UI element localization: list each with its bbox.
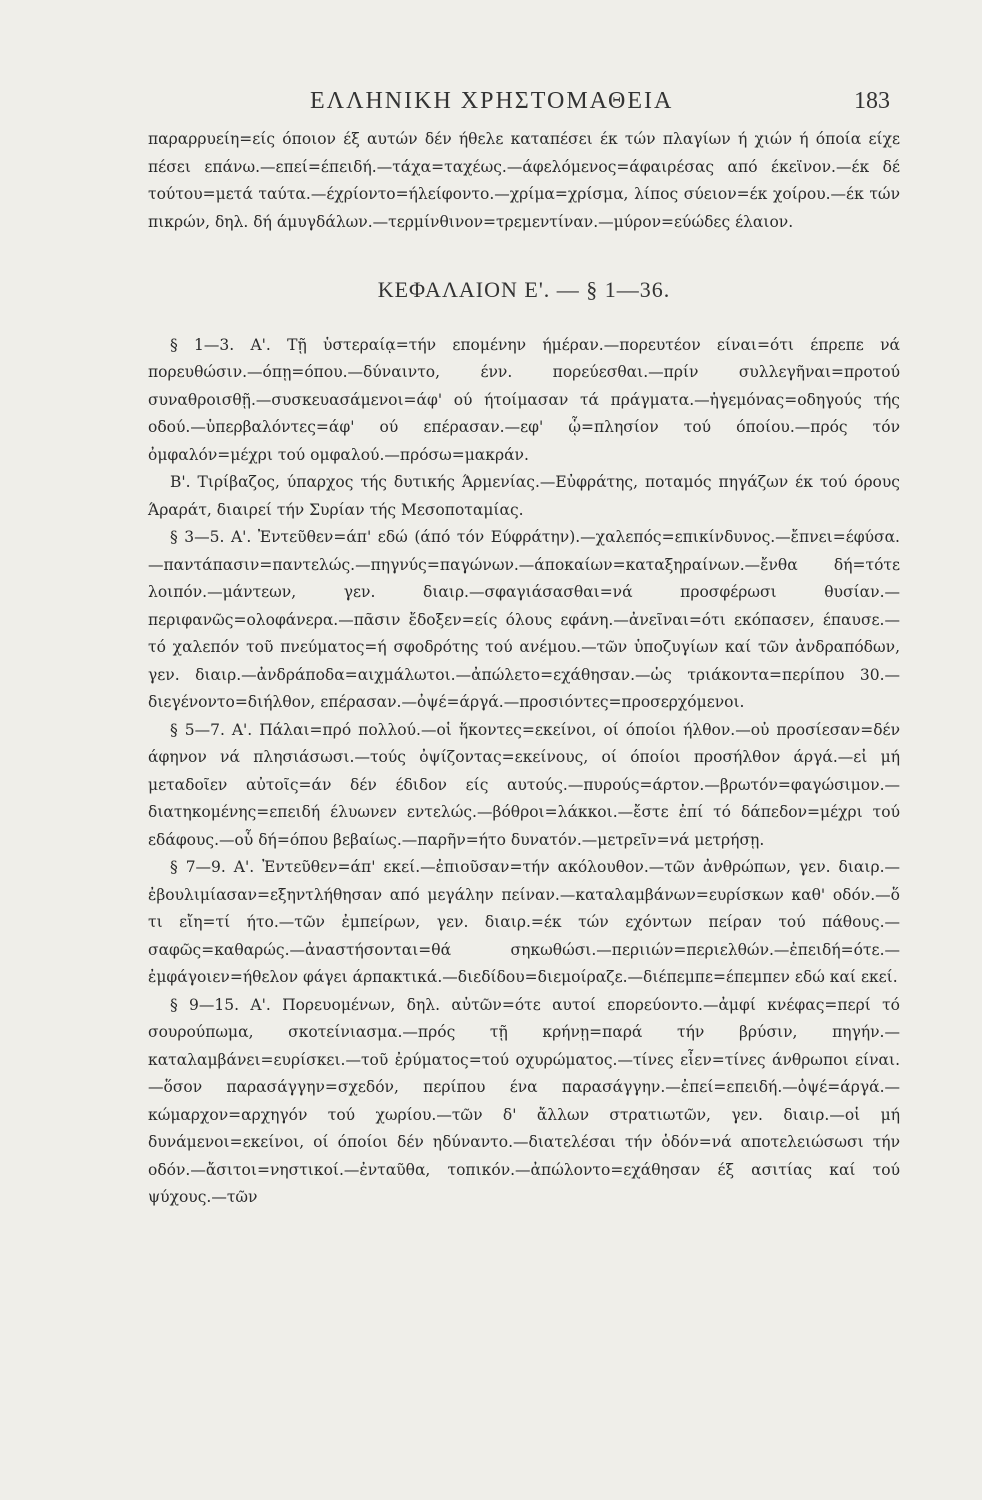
paragraph-1: παραρρυείη=είς όποιον έξ αυτών δέν ήθελε καταπέσει έκ τών πλαγίων ή χιών ή όποία είχε πέσει επάνω.—επεί=έπειδή.—τάχα=ταχέως.—άφελόμενος=άφαιρέσας από έκεϊνον.—έκ δέ τούτου=μετά ταύτα.—έχρίοντο=ήλείφοντο.—χρίμα=χρίσμα, λίπος σύειον=έκ χοίρου.—έκ τών πικρών, δηλ. δή άμυγδάλων.—τερμίνθινον=τρεμεντίναν.—μύρον=εύώδες έλαιον. xyxy=(148,130,900,231)
running-title: ΕΛΛΗΝΙΚΗ ΧΡΗΣΤΟΜΑΘΕΙΑ xyxy=(310,88,674,114)
paragraph-7: § 9—15. Α'. Πορευομένων, δηλ. αὐτῶν=ότε αυτοί επορεύοντο.—ἀμφί κνέφας=περί τό σουρούπωμα, σκοτείνιασμα.—πρός τῇ κρήνῃ=παρά τήν βρύσιν, πηγήν.—καταλαμβάνει=ευρίσκει.—τοῦ ἐρύματος=τού οχυρώματος.—τίνες εἶεν=τίνες άνθρωποι είναι.—ὅσον παρασάγγην=σχεδόν, περίπου ένα παρασάγγην.—ἐπεί=επειδή.—ὀψέ=άργά.—κώμαρχον=αρχηγόν τού χωρίου.—τῶν δ' ἄλλων στρατιωτῶν, γεν. διαιρ.—οἱ μή δυνάμενοι=εκείνοι, οί όποίοι δέν ηδύναντο.—διατελέσαι τήν ὁδόν=νά αποτελειώσωσι τήν οδόν.—ἄσιτοι=νηστικοί.—ἐνταῦθα, τοπικόν.—ἀπώλοντο=εχάθησαν έξ ασιτίας καί τού ψύχους.—τῶν xyxy=(148,995,900,1206)
running-head xyxy=(150,88,890,122)
page-number: 183 xyxy=(854,88,890,114)
paragraph-5: § 5—7. Α'. Πάλαι=πρό πολλού.—οἱ ἥκοντες=εκείνοι, οί όποίοι ήλθον.—οὐ προσίεσαν=δέν άφηνον νά πλησιάσωσι.—τούς ὀψίζοντας=εκείνους, οί όποίοι προσήλθον άργά.—εἰ μή μεταδοῖεν αὐτοῖς=άν δέν έδιδον είς αυτούς.—πυρούς=άρτον.—βρωτόν=φαγώσιμον.—διατηκομένης=επειδή έλυωνεν εντελώς.—βόθροι=λάκκοι.—ἔστε ἐπί τό δάπεδον=μέχρι τού εδάφους.—οὗ δή=όπου βεβαίως.—παρῆν=ήτο δυνατόν.—μετρεῖν=νά μετρήσῃ. xyxy=(148,720,900,849)
page-body xyxy=(148,126,900,1212)
chapter-heading: ΚΕΦΑΛΑΙΟΝ Ε'. — § 1—36. xyxy=(377,277,671,302)
paragraph-3: Β'. Τιρίβαζος, ύπαρχος τής δυτικής Άρμενίας.—Εὐφράτης, ποταμός πηγάζων έκ τού όρους Άραράτ, διαιρεί τήν Συρίαν τής Μεσοποταμίας. xyxy=(148,473,900,519)
paragraph-4: § 3—5. Α'. Ἐντεῦθεν=άπ' εδώ (άπό τόν Εύφράτην).—χαλεπός=επικίνδυνος.—ἔπνει=έφύσα.—παντάπασιν=παντελώς.—πηγνύς=παγώνων.—άποκαίων=καταξηραίνων.—ἔνθα δή=τότε λοιπόν.—μάντεων, γεν. διαιρ.—σφαγιάσασθαι=νά προσφέρωσι θυσίαν.—περιφανῶς=ολοφάνερα.—πᾶσιν ἔδοξεν=είς όλους εφάνη.—ἀνεῖναι=ότι εκόπασεν, έπαυσε.—τό χαλεπόν τοῦ πνεύματος=ή σφοδρότης τού ανέμου.—τῶν ὑποζυγίων καί τῶν ἀνδραπόδων, γεν. διαιρ.—ἀνδράποδα=αιχμάλωτοι.—ἀπώλετο=εχάθησαν.—ὡς τριάκοντα=περίπου 30.—διεγένοντο=διήλθον, επέρασαν.—ὀψέ=άργά.—προσιόντες=προσερχόμενοι. xyxy=(148,528,900,711)
paragraph-6: § 7—9. Α'. Ἐντεῦθεν=άπ' εκεί.—ἐπιοῦσαν=τήν ακόλουθον.—τῶν ἀνθρώπων, γεν. διαιρ.—ἐβουλιμίασαν=εξηντλήθησαν από μεγάλην πείναν.—καταλαμβάνων=ευρίσκων καθ' οδόν.—ὅ τι εἴη=τί ήτο.—τῶν ἐμπείρων, γεν. διαιρ.=έκ τών εχόντων πείραν τού πάθους.—σαφῶς=καθαρώς.—ἀναστήσονται=θά σηκωθώσι.—περιιών=περιελθών.—ἐπειδή=ότε.—ἐμφάγοιεν=ήθελον φάγει άρπακτικά.—διεδίδου=διεμοίραζε.—διέπεμπε=έπεμπεν εδώ καί εκεί. xyxy=(148,858,900,986)
paragraph-2: § 1—3. Α'. Τῇ ὑστεραίᾳ=τήν επομένην ήμέραν.—πορευτέον είναι=ότι έπρεπε νά πορευθώσιν.—όπῃ=όπου.—δύναιντο, ένν. πορεύεσθαι.—πρίν συλλεγῆναι=προτού συναθροισθῇ.—συσκευασάμενοι=άφ' ού ήτοίμασαν τά πράγματα.—ἡγεμόνας=οδηγούς τής οδού.—ὑπερβαλόντες=άφ' ού επέρασαν.—εφ' ᾧ=πλησίον τού όποίου.—πρός τόν ὀμφαλόν=μέχρι τού ομφαλού.—πρόσω=μακράν. xyxy=(148,335,900,464)
